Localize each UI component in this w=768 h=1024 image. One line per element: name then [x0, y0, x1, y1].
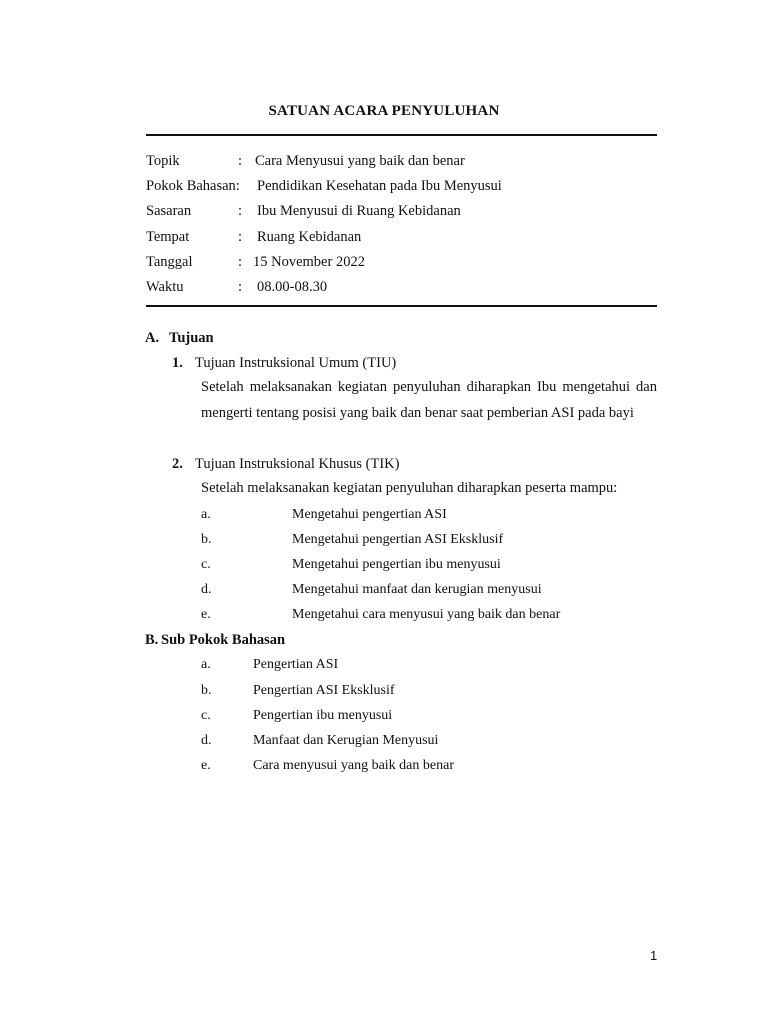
list-letter: d. — [201, 733, 212, 748]
info-colon: : — [238, 153, 243, 169]
list-text: Mengetahui pengertian ASI Eksklusif — [292, 532, 504, 547]
list-letter: c. — [201, 557, 211, 572]
info-value: Cara Menyusui yang baik dan benar — [255, 153, 465, 169]
info-label: Tempat — [146, 229, 190, 245]
info-label: Tanggal — [146, 254, 193, 270]
info-colon: : — [238, 279, 243, 295]
info-label: Waktu — [146, 279, 184, 295]
info-bottom-divider — [146, 305, 657, 307]
list-letter: c. — [201, 708, 211, 723]
list-letter: e. — [201, 607, 211, 622]
list-text: Mengetahui pengertian ASI — [292, 507, 447, 522]
list-text: Pengertian ibu menyusui — [253, 708, 393, 723]
section-letter: A. — [145, 330, 160, 346]
list-letter: a. — [201, 657, 211, 672]
info-label: Topik — [146, 153, 180, 169]
top-divider — [146, 134, 657, 136]
tik-intro: Setelah melaksanakan kegiatan penyuluhan diharapkan peserta mampu: — [201, 480, 618, 496]
tiu-heading — [172, 355, 396, 372]
subsection-title: Tujuan Instruksional Umum (TIU) — [195, 355, 397, 371]
tik-heading — [172, 456, 399, 473]
subsection-number: 2. — [172, 456, 183, 472]
section-title: Tujuan — [169, 330, 214, 346]
list-letter: b. — [201, 683, 212, 698]
list-text: Pengertian ASI Eksklusif — [253, 683, 395, 698]
list-letter: e. — [201, 758, 211, 773]
info-colon: : — [238, 203, 243, 219]
page-number: 1 — [650, 948, 658, 963]
list-text: Mengetahui pengertian ibu menyusui — [292, 557, 501, 572]
info-value: Ibu Menyusui di Ruang Kebidanan — [257, 203, 461, 219]
subsection-number: 1. — [172, 355, 183, 371]
document-title: SATUAN ACARA PENYULUHAN — [268, 103, 500, 119]
section-b-heading — [145, 632, 285, 649]
list-letter: a. — [201, 507, 211, 522]
list-letter: d. — [201, 582, 212, 597]
info-label: Pokok Bahasan: — [146, 178, 240, 194]
list-text: Mengetahui cara menyusui yang baik dan benar — [292, 607, 561, 622]
info-value: 15 November 2022 — [253, 254, 365, 270]
info-label: Sasaran — [146, 203, 192, 219]
info-colon: : — [238, 229, 243, 245]
info-value: Pendidikan Kesehatan pada Ibu Menyusui — [257, 178, 502, 194]
info-value: 08.00-08.30 — [257, 279, 328, 295]
section-title: Sub Pokok Bahasan — [161, 632, 286, 648]
section-a-heading — [145, 330, 214, 347]
info-value: Ruang Kebidanan — [257, 229, 362, 245]
subsection-title: Tujuan Instruksional Khusus (TIK) — [195, 456, 400, 472]
section-letter: B. — [145, 632, 159, 648]
list-text: Manfaat dan Kerugian Menyusui — [253, 733, 439, 748]
tiu-paragraph: Setelah melaksanakan kegiatan penyuluhan diharapkan Ibu mengetahui dan mengerti tentang posisi yang baik dan benar saat pemberian ASI pada bayi — [201, 379, 657, 421]
list-text: Cara menyusui yang baik dan benar — [253, 758, 454, 773]
list-text: Pengertian ASI — [253, 657, 339, 672]
list-text: Mengetahui manfaat dan kerugian menyusui — [292, 582, 542, 597]
list-letter: b. — [201, 532, 212, 547]
info-colon: : — [238, 254, 243, 270]
